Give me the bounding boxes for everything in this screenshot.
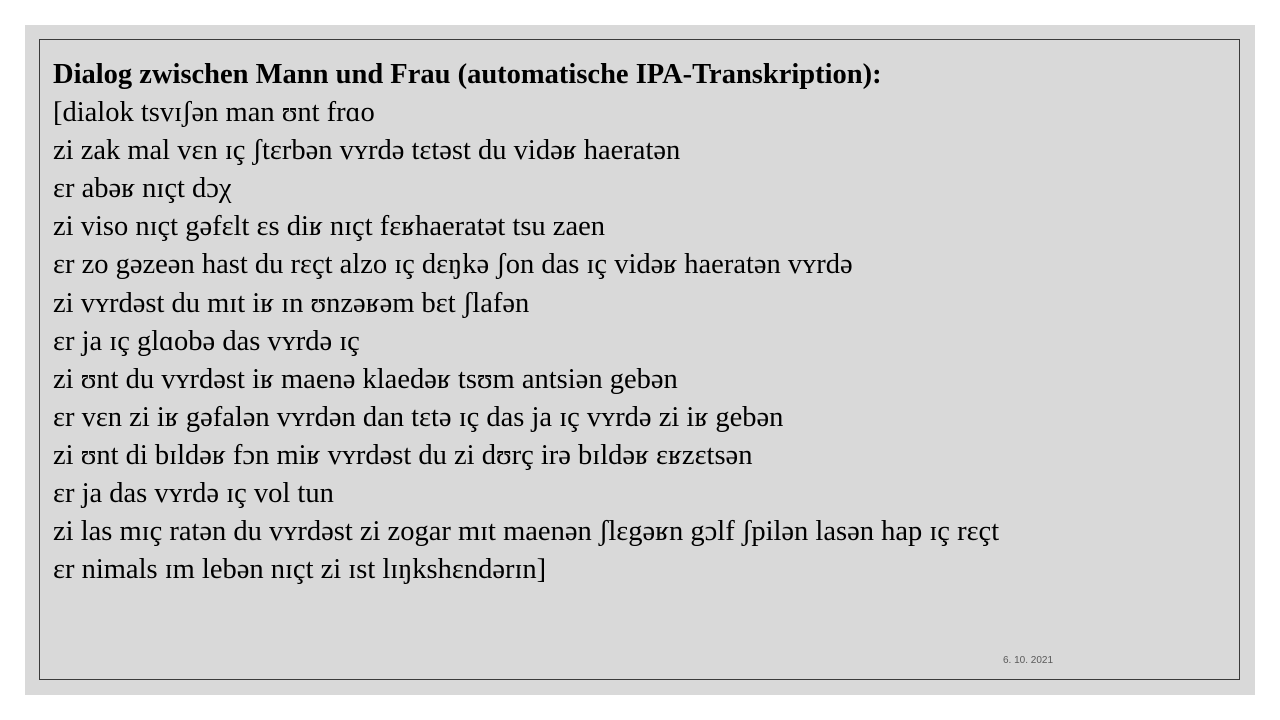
transcript-line: zi las mɪç ratən du vʏrdəst zi zogar mɪt maenən ʃlɛgəʁn gɔlf ʃpilən lasən hap ɪç rɛçt	[53, 516, 1000, 548]
transcript-line: zi zak mal vɛn ɪç ʃtɛrbən vʏrdə tɛtəst du vidəʁ haeratən	[53, 135, 681, 167]
transcript-line: ɛr zo gəzeən hast du rɛçt alzo ɪç dɛŋkə ʃon das ɪç vidəʁ haeratən vʏrdə	[53, 249, 853, 281]
transcript-line: [dialok tsvɪʃən man ʊnt frɑo	[53, 97, 375, 129]
transcript-line: ɛr ja das vʏrdə ɪç vol tun	[53, 478, 334, 510]
transcript-line: zi ʊnt du vʏrdəst iʁ maenə klaedəʁ tsʊm antsiən gebən	[53, 363, 678, 395]
slide-frame	[39, 39, 1240, 680]
transcript-line: ɛr ja ɪç glɑobə das vʏrdə ɪç	[53, 325, 360, 357]
slide	[25, 25, 1255, 695]
slide-date: 6. 10. 2021	[1003, 655, 1054, 666]
transcript-line: zi vʏrdəst du mɪt iʁ ɪn ʊnzəʁəm bɛt ʃlafən	[53, 287, 530, 319]
transcript-line: ɛr vɛn zi iʁ gəfalən vʏrdən dan tɛtə ɪç das ja ɪç vʏrdə zi iʁ gebən	[53, 401, 784, 433]
transcript-line: ɛr nimals ɪm lebən nɪçt zi ɪst lɪŋkshɛndərɪn]	[53, 554, 547, 586]
slide-title: Dialog zwischen Mann und Frau (automatische IPA-Transkription):	[53, 59, 882, 90]
transcript-line: ɛr abəʁ nɪçt dɔχ	[53, 173, 232, 205]
transcript-line: zi ʊnt di bɪldəʁ fɔn miʁ vʏrdəst du zi dʊrç irə bɪldəʁ ɛʁzɛtsən	[53, 439, 753, 471]
text-body	[53, 56, 1229, 589]
transcript-line: zi viso nɪçt gəfɛlt ɛs diʁ nɪçt fɛʁhaeratət tsu zaen	[53, 211, 605, 243]
